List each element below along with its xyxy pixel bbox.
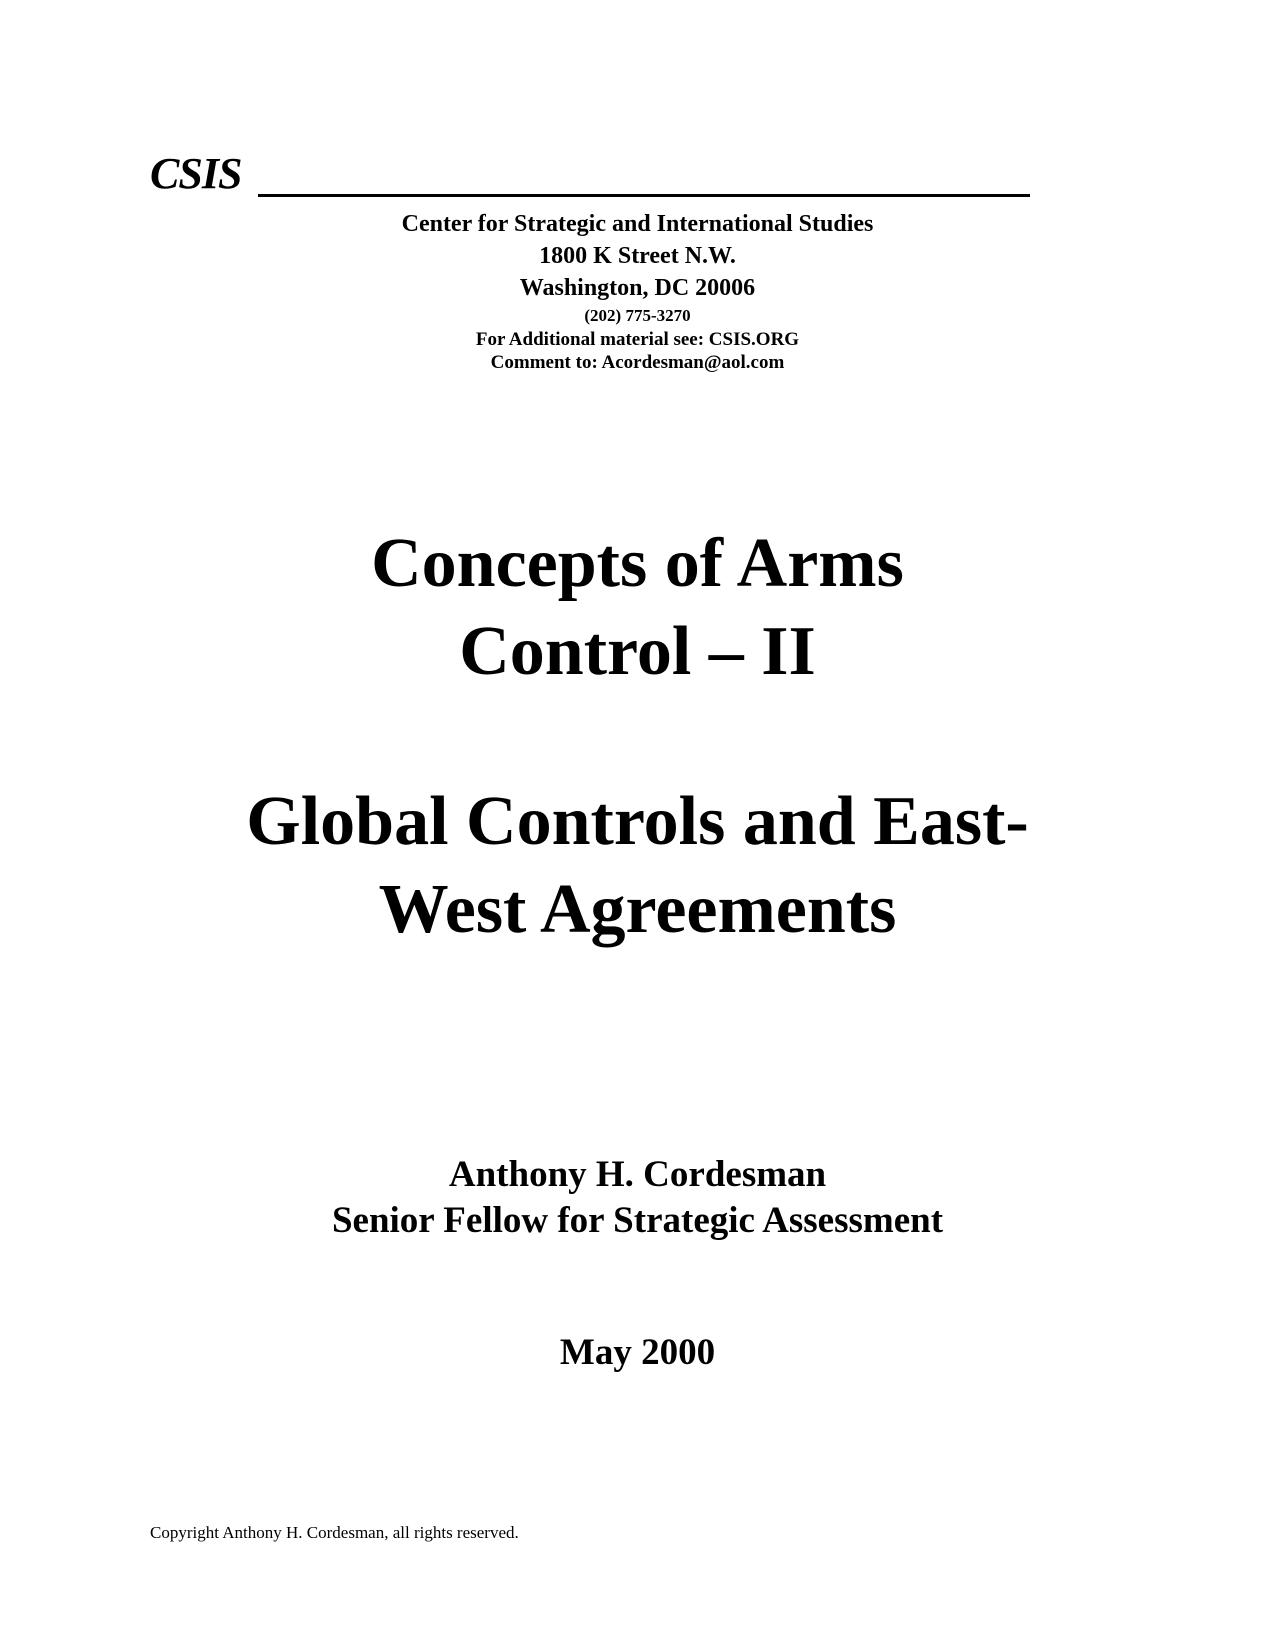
document-title [0, 520, 1275, 696]
city-address: Washington, DC 20006 [519, 275, 756, 301]
document-subtitle [0, 778, 1275, 954]
phone-number: (202) 775-3270 [584, 306, 691, 325]
csis-logo: CSIS [150, 149, 242, 198]
author-position: Senior Fellow for Strategic Assessment [331, 1200, 944, 1241]
author-name: Anthony H. Cordesman [448, 1154, 827, 1195]
title-line-1: Concepts of Arms [371, 525, 904, 602]
letterhead [150, 148, 1030, 200]
org-name: Center for Strategic and International Studies [401, 211, 874, 237]
letterhead-rule [258, 194, 1030, 197]
address-block [0, 208, 1275, 374]
copyright-notice: Copyright Anthony H. Cordesman, all rights reserved. [150, 1523, 519, 1542]
subtitle-line-1: Global Controls and East- [246, 783, 1029, 860]
comment-email: Comment to: Acordesman@aol.com [490, 352, 785, 373]
street-address: 1800 K Street N.W. [539, 243, 736, 269]
subtitle-line-2: West Agreements [378, 871, 897, 948]
author-block [0, 1152, 1275, 1244]
additional-material-note: For Additional material see: CSIS.ORG [475, 329, 800, 350]
title-line-2: Control – II [459, 613, 816, 690]
publication-date: May 2000 [559, 1332, 716, 1373]
